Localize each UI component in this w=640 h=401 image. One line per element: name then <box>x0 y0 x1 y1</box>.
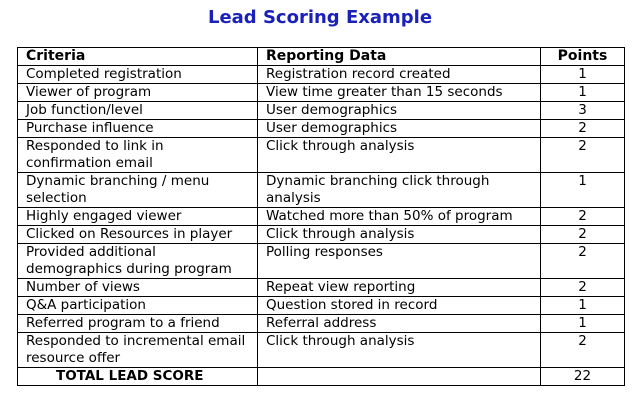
criteria-cell: Dynamic branching / menu selection <box>18 173 258 208</box>
lead-scoring-table <box>17 47 625 386</box>
criteria-cell: Responded to incremental email resource offer <box>18 333 258 368</box>
reporting-data-cell: Registration record created <box>258 66 541 84</box>
table-row <box>18 173 625 208</box>
total-empty-cell <box>258 368 541 386</box>
column-header-reporting-data: Reporting Data <box>258 48 541 66</box>
points-cell: 3 <box>541 102 625 120</box>
reporting-data-cell: Referral address <box>258 315 541 333</box>
criteria-cell: Q&A participation <box>18 297 258 315</box>
table-row <box>18 244 625 279</box>
table-row <box>18 279 625 297</box>
points-cell: 1 <box>541 297 625 315</box>
reporting-data-cell: Click through analysis <box>258 226 541 244</box>
table-header-row <box>18 48 625 66</box>
table-row <box>18 84 625 102</box>
reporting-data-cell: User demographics <box>258 102 541 120</box>
points-cell: 2 <box>541 244 625 279</box>
criteria-cell: Completed registration <box>18 66 258 84</box>
table-row <box>18 102 625 120</box>
reporting-data-cell: Click through analysis <box>258 333 541 368</box>
criteria-cell: Provided additional demographics during program <box>18 244 258 279</box>
table-row <box>18 208 625 226</box>
points-cell: 2 <box>541 226 625 244</box>
points-cell: 1 <box>541 315 625 333</box>
table-row <box>18 66 625 84</box>
reporting-data-cell: Repeat view reporting <box>258 279 541 297</box>
points-cell: 2 <box>541 208 625 226</box>
criteria-cell: Number of views <box>18 279 258 297</box>
table-row <box>18 226 625 244</box>
points-cell: 2 <box>541 279 625 297</box>
criteria-cell: Responded to link in confirmation email <box>18 138 258 173</box>
total-label: TOTAL LEAD SCORE <box>18 368 258 386</box>
reporting-data-cell: Click through analysis <box>258 138 541 173</box>
table-row <box>18 120 625 138</box>
criteria-cell: Job function/level <box>18 102 258 120</box>
page-title: Lead Scoring Example <box>207 7 433 28</box>
criteria-cell: Clicked on Resources in player <box>18 226 258 244</box>
points-cell: 1 <box>541 66 625 84</box>
reporting-data-cell: Dynamic branching click through analysis <box>258 173 541 208</box>
points-cell: 2 <box>541 120 625 138</box>
table-row <box>18 138 625 173</box>
total-row <box>18 368 625 386</box>
reporting-data-cell: Question stored in record <box>258 297 541 315</box>
points-cell: 2 <box>541 333 625 368</box>
total-points: 22 <box>541 368 625 386</box>
reporting-data-cell: Watched more than 50% of program <box>258 208 541 226</box>
points-cell: 2 <box>541 138 625 173</box>
reporting-data-cell: View time greater than 15 seconds <box>258 84 541 102</box>
criteria-cell: Purchase influence <box>18 120 258 138</box>
table-row <box>18 297 625 315</box>
reporting-data-cell: Polling responses <box>258 244 541 279</box>
criteria-cell: Highly engaged viewer <box>18 208 258 226</box>
criteria-cell: Referred program to a friend <box>18 315 258 333</box>
table-row <box>18 333 625 368</box>
column-header-criteria: Criteria <box>18 48 258 66</box>
points-cell: 1 <box>541 173 625 208</box>
points-cell: 1 <box>541 84 625 102</box>
reporting-data-cell: User demographics <box>258 120 541 138</box>
criteria-cell: Viewer of program <box>18 84 258 102</box>
column-header-points: Points <box>541 48 625 66</box>
table-row <box>18 315 625 333</box>
